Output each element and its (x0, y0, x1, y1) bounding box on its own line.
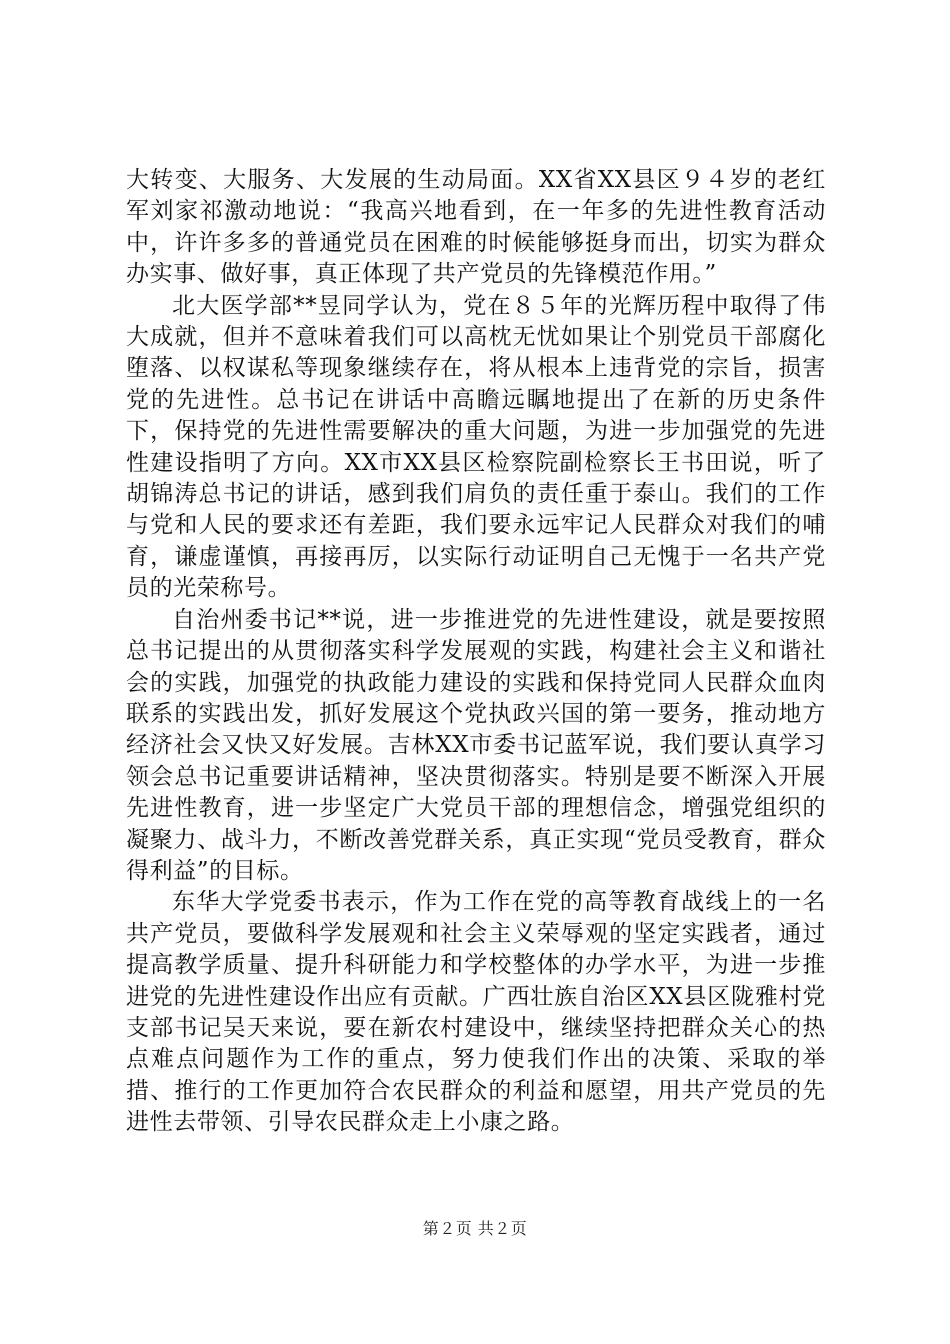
paragraph-donghua-university: 东华大学党委书表示，作为工作在党的高等教育战线上的一名共产党员，要做科学发展观和社会主义荣辱观的坚定实践者，通过提高教学质量、提升科研能力和学校整体的办学水平，为进一步推进党的先进性建设作出应有贡献。广西壮族自治区XX县区陇雅村党支部书记吴天来说，要在新农村建设中，继续坚持把群众关心的热点难点问题作为工作的重点，努力使我们作出的决策、采取的举措、推行的工作更加符合农民群众的利益和愿望，用共产党员的先进性去带领、引导农民群众走上小康之路。 (126, 889, 826, 1136)
paragraph-continuation: 大转变、大服务、大发展的生动局面。XX省XX县区９４岁的老红军刘家祁激动地说：“我高兴地看到，在一年多的先进性教育活动中，许许多多的普通党员在困难的时候能够挺身而出，切实为群众办实事、做好事，真正体现了共产党员的先锋模范作用。” (126, 167, 826, 288)
paragraph-autonomous-prefecture: 自治州委书记**说，进一步推进党的先进性建设，就是要按照总书记提出的从贯彻落实科学发展观的实践，构建社会主义和谐社会的实践，加强党的执政能力建设的实践和保持党同人民群众血肉联系的实践出发，抓好发展这个党执政兴国的第一要务，推动地方经济社会又快又好发展。吉林XX市委书记蓝军说，我们要认真学习领会总书记重要讲话精神，坚决贯彻落实。特别是要不断深入开展先进性教育，进一步坚定广大党员干部的理想信念，增强党组织的凝聚力、战斗力，不断改善党群关系，真正实现“党员受教育，群众得利益”的目标。 (126, 606, 826, 884)
document-body (126, 165, 826, 1139)
page-number-footer: 第２页 共２页 (422, 1219, 528, 1238)
paragraph-peking-university: 北大医学部**昱同学认为，党在８５年的光辉历程中取得了伟大成就，但并不意味着我们可以高枕无忧如果让个别党员干部腐化堕落、以权谋私等现象继续存在，将从根本上违背党的宗旨，损害党的先进性。总书记在讲话中高瞻远瞩地提出了在新的历史条件下，保持党的先进性需要解决的重大问题，为进一步加强党的先进性建设指明了方向。XX市XX县区检察院副检察长王书田说，听了胡锦涛总书记的讲话，感到我们肩负的责任重于泰山。我们的工作与党和人民的要求还有差距，我们要永远牢记人民群众对我们的哺育，谦虚谨慎，再接再厉，以实际行动证明自己无愧于一名共产党员的光荣称号。 (126, 292, 826, 602)
